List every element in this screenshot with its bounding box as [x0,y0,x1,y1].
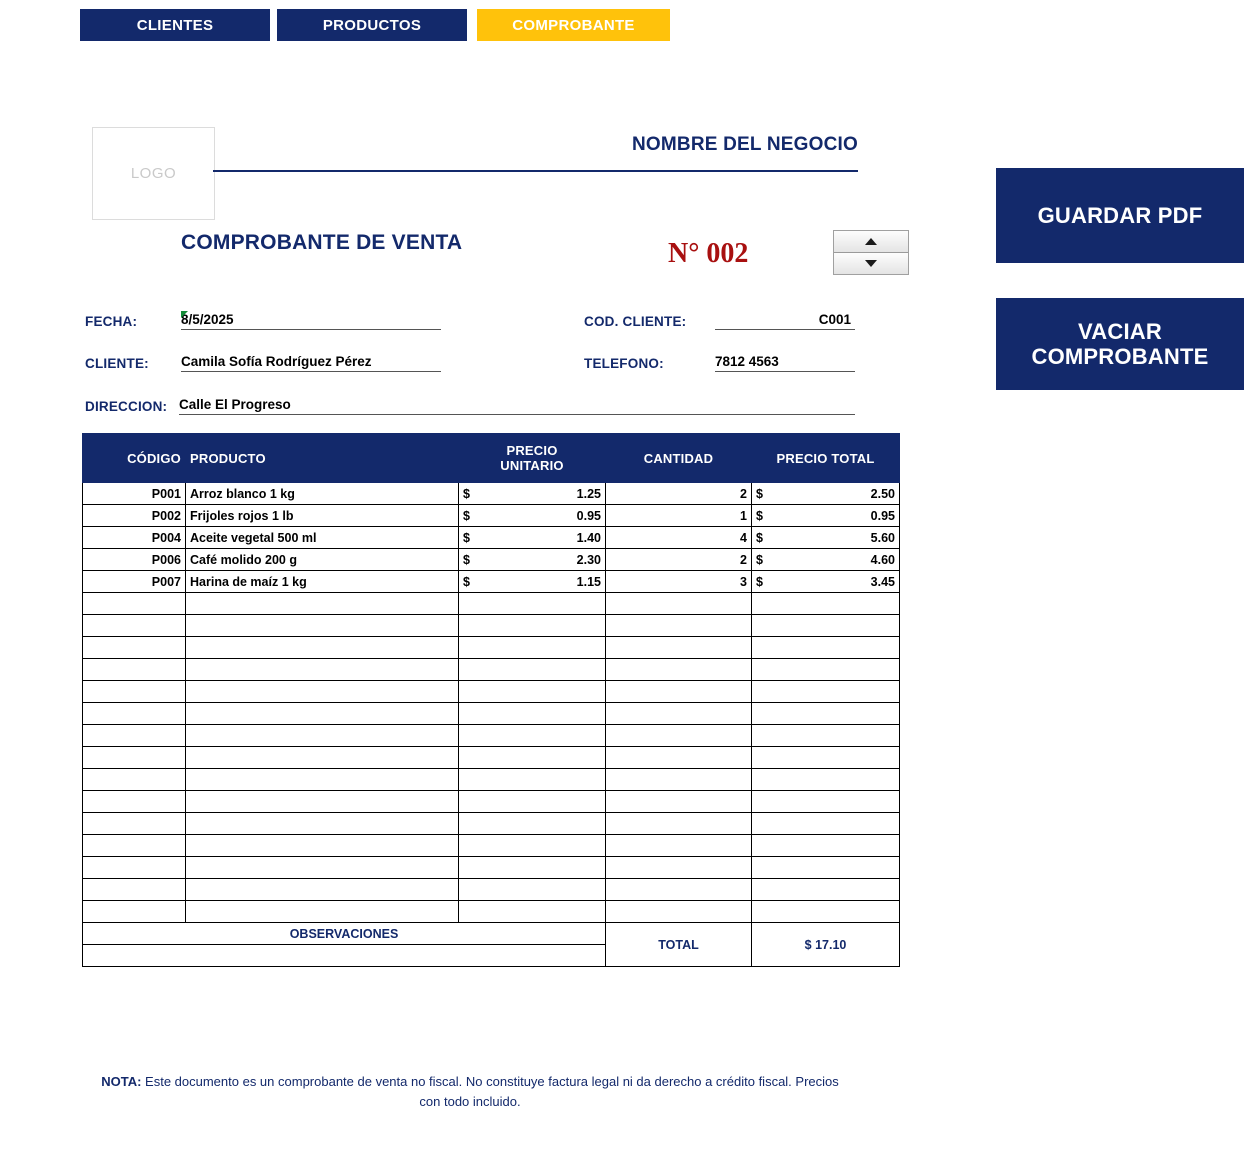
cell-empty[interactable] [83,681,186,703]
direccion-label: DIRECCION: [85,399,168,414]
cell-empty[interactable] [459,879,606,901]
cell-precio-unitario[interactable] [459,505,606,527]
table-row [83,527,900,549]
cell-precio-total-amount: 4.60 [870,552,895,567]
cell-empty[interactable] [186,659,459,681]
table-row-empty [83,879,900,901]
currency-symbol: $ [463,574,470,589]
excel-error-flag-icon [181,311,188,318]
fecha-value[interactable]: 8/5/2025 [181,312,441,330]
spinner-increment-button[interactable] [834,231,908,253]
cell-empty[interactable] [459,857,606,879]
cell-empty[interactable] [459,681,606,703]
cell-empty[interactable] [459,901,606,923]
products-table-footer [83,923,900,967]
col-header-precio-unitario [459,434,606,483]
cell-empty[interactable] [459,615,606,637]
cell-empty[interactable] [459,769,606,791]
cell-empty[interactable] [186,593,459,615]
footer-note-text: Este documento es un comprobante de venta no fiscal. No constituye factura legal ni da derecho a crédito fiscal. Precios con todo incluido. [141,1074,839,1110]
document-title: COMPROBANTE DE VENTA [181,231,463,254]
table-row-empty [83,725,900,747]
save-pdf-button[interactable] [996,168,1244,263]
cell-precio-total-amount: 3.45 [870,574,895,589]
cell-empty[interactable] [459,593,606,615]
cell-empty[interactable] [606,637,752,659]
cell-precio-unitario-amount: 2.30 [576,552,601,567]
col-header-producto: PRODUCTO [186,434,459,483]
cell-cantidad[interactable]: 4 [606,527,752,549]
table-row-empty [83,813,900,835]
cell-precio-unitario-amount: 1.25 [576,486,601,501]
cell-empty[interactable] [186,637,459,659]
cell-empty[interactable] [186,681,459,703]
cell-empty[interactable] [752,747,900,769]
table-header-row [83,434,900,483]
cell-empty[interactable] [606,813,752,835]
table-row-empty [83,703,900,725]
cell-empty[interactable] [186,615,459,637]
table-row-empty [83,659,900,681]
cell-empty[interactable] [83,659,186,681]
currency-symbol: $ [463,508,470,523]
cell-empty[interactable] [83,615,186,637]
table-row [83,483,900,505]
table-row [83,549,900,571]
cell-empty[interactable] [752,813,900,835]
observaciones-input[interactable] [83,945,606,967]
cell-codigo[interactable]: P001 [83,483,186,505]
cell-precio-total [752,571,900,593]
clear-receipt-button[interactable] [996,298,1244,390]
currency-symbol: $ [756,574,763,589]
products-table [82,433,900,967]
cell-precio-unitario[interactable] [459,549,606,571]
cell-empty[interactable] [752,637,900,659]
table-row-empty [83,835,900,857]
footer-note [95,1072,845,1112]
cell-empty[interactable] [752,681,900,703]
cell-empty[interactable] [606,769,752,791]
telefono-label: TELEFONO: [584,356,664,371]
cell-empty[interactable] [83,791,186,813]
cell-cantidad[interactable]: 1 [606,505,752,527]
cell-empty[interactable] [83,835,186,857]
cell-empty[interactable] [606,747,752,769]
cod-cliente-value[interactable]: C001 [715,312,855,330]
cell-codigo[interactable]: P006 [83,549,186,571]
table-row-empty [83,857,900,879]
fecha-label: FECHA: [85,314,138,329]
currency-symbol: $ [463,552,470,567]
cell-precio-unitario[interactable] [459,571,606,593]
currency-symbol: $ [756,530,763,545]
currency-symbol: $ [463,486,470,501]
products-table-body [83,483,900,923]
direccion-value[interactable]: Calle El Progreso [179,397,855,415]
cell-empty[interactable] [752,857,900,879]
table-row-empty [83,747,900,769]
cell-producto[interactable]: Frijoles rojos 1 lb [186,505,459,527]
cell-cantidad[interactable]: 3 [606,571,752,593]
col-header-precio-total: PRECIO TOTAL [752,434,900,483]
observaciones-label-row [83,923,900,945]
cell-empty[interactable] [752,835,900,857]
cell-empty[interactable] [186,747,459,769]
col-header-precio-unitario-line1: PRECIO [506,443,558,458]
currency-symbol: $ [756,486,763,501]
cell-codigo[interactable]: P004 [83,527,186,549]
receipt-number-spinner[interactable] [833,230,909,275]
table-row-empty [83,615,900,637]
cell-codigo[interactable]: P002 [83,505,186,527]
col-header-codigo: CÓDIGO [83,434,186,483]
cell-empty[interactable] [752,791,900,813]
logo-placeholder-label: LOGO [130,165,177,182]
triangle-down-icon [865,260,877,267]
cell-empty[interactable] [186,703,459,725]
cell-cantidad[interactable]: 2 [606,549,752,571]
cell-empty[interactable] [606,835,752,857]
table-row-empty [83,901,900,923]
telefono-value[interactable]: 7812 4563 [715,354,855,372]
cell-empty[interactable] [459,747,606,769]
cell-precio-unitario[interactable] [459,527,606,549]
cell-empty[interactable] [606,879,752,901]
cod-cliente-label: COD. CLIENTE: [584,314,687,329]
cell-empty[interactable] [459,659,606,681]
cell-empty[interactable] [459,835,606,857]
cell-empty[interactable] [752,901,900,923]
cell-empty[interactable] [459,791,606,813]
cell-empty[interactable] [83,725,186,747]
cell-precio-unitario[interactable] [459,483,606,505]
cell-precio-total [752,527,900,549]
currency-symbol: $ [756,552,763,567]
cell-empty[interactable] [186,813,459,835]
cell-empty[interactable] [83,901,186,923]
cell-empty[interactable] [459,703,606,725]
triangle-up-icon [865,238,877,245]
cell-empty[interactable] [186,791,459,813]
table-row-empty [83,791,900,813]
observaciones-label: OBSERVACIONES [83,923,606,945]
cell-empty[interactable] [83,637,186,659]
cell-empty[interactable] [606,857,752,879]
header-divider-rule [213,170,858,172]
save-pdf-button-label: GUARDAR PDF [1037,202,1203,228]
cell-empty[interactable] [83,769,186,791]
cliente-label: CLIENTE: [85,356,149,371]
cell-empty[interactable] [83,879,186,901]
cell-empty[interactable] [83,593,186,615]
table-row-empty [83,593,900,615]
cell-codigo[interactable]: P007 [83,571,186,593]
col-header-precio-unitario-line2: UNITARIO [500,458,564,473]
cell-producto[interactable]: Harina de maíz 1 kg [186,571,459,593]
cell-empty[interactable] [83,813,186,835]
cell-empty[interactable] [752,879,900,901]
cell-empty[interactable] [752,725,900,747]
cell-empty[interactable] [752,593,900,615]
cell-empty[interactable] [606,791,752,813]
cell-empty[interactable] [83,703,186,725]
cell-producto[interactable]: Aceite vegetal 500 ml [186,527,459,549]
cell-producto[interactable]: Café molido 200 g [186,549,459,571]
total-value: $ 17.10 [752,923,900,967]
cell-empty[interactable] [606,703,752,725]
cell-empty[interactable] [752,703,900,725]
cell-empty[interactable] [752,615,900,637]
table-row-empty [83,637,900,659]
cell-empty[interactable] [186,879,459,901]
col-header-cantidad: CANTIDAD [606,434,752,483]
cell-empty[interactable] [459,725,606,747]
cell-precio-total-amount: 0.95 [870,508,895,523]
cell-empty[interactable] [752,769,900,791]
cell-empty[interactable] [459,637,606,659]
footer-note-prefix: NOTA: [101,1074,142,1089]
cell-precio-total [752,549,900,571]
cell-empty[interactable] [606,901,752,923]
cell-precio-total [752,483,900,505]
cell-cantidad[interactable]: 2 [606,483,752,505]
cell-precio-total-amount: 5.60 [870,530,895,545]
cell-empty[interactable] [186,769,459,791]
table-row-empty [83,769,900,791]
nav-button-productos-label: PRODUCTOS [322,16,422,34]
cell-empty[interactable] [606,725,752,747]
cell-empty[interactable] [186,857,459,879]
cell-empty[interactable] [606,659,752,681]
cliente-value[interactable]: Camila Sofía Rodríguez Pérez [181,354,441,372]
clear-receipt-button-label: VACIAR COMPROBANTE [1031,318,1209,369]
cell-empty[interactable] [752,659,900,681]
cell-producto[interactable]: Arroz blanco 1 kg [186,483,459,505]
cell-empty[interactable] [606,593,752,615]
cell-empty[interactable] [186,901,459,923]
currency-symbol: $ [463,530,470,545]
cell-precio-unitario-amount: 0.95 [576,508,601,523]
spinner-decrement-button[interactable] [834,253,908,275]
nav-button-comprobante-label: COMPROBANTE [512,16,635,34]
cell-empty[interactable] [606,681,752,703]
business-name: NOMBRE DEL NEGOCIO [632,134,858,155]
currency-symbol: $ [756,508,763,523]
table-row [83,571,900,593]
cell-empty[interactable] [606,615,752,637]
cell-empty[interactable] [83,747,186,769]
document-number: N° 002 [668,238,749,269]
nav-button-clientes-label: CLIENTES [136,16,214,34]
cell-precio-total [752,505,900,527]
cell-empty[interactable] [83,857,186,879]
total-label: TOTAL [606,923,752,967]
table-row-empty [83,681,900,703]
logo-placeholder-box[interactable] [92,127,215,220]
cell-precio-unitario-amount: 1.40 [576,530,601,545]
cell-empty[interactable] [186,835,459,857]
cell-empty[interactable] [459,813,606,835]
cell-precio-unitario-amount: 1.15 [576,574,601,589]
table-row [83,505,900,527]
cell-precio-total-amount: 2.50 [870,486,895,501]
cell-empty[interactable] [186,725,459,747]
